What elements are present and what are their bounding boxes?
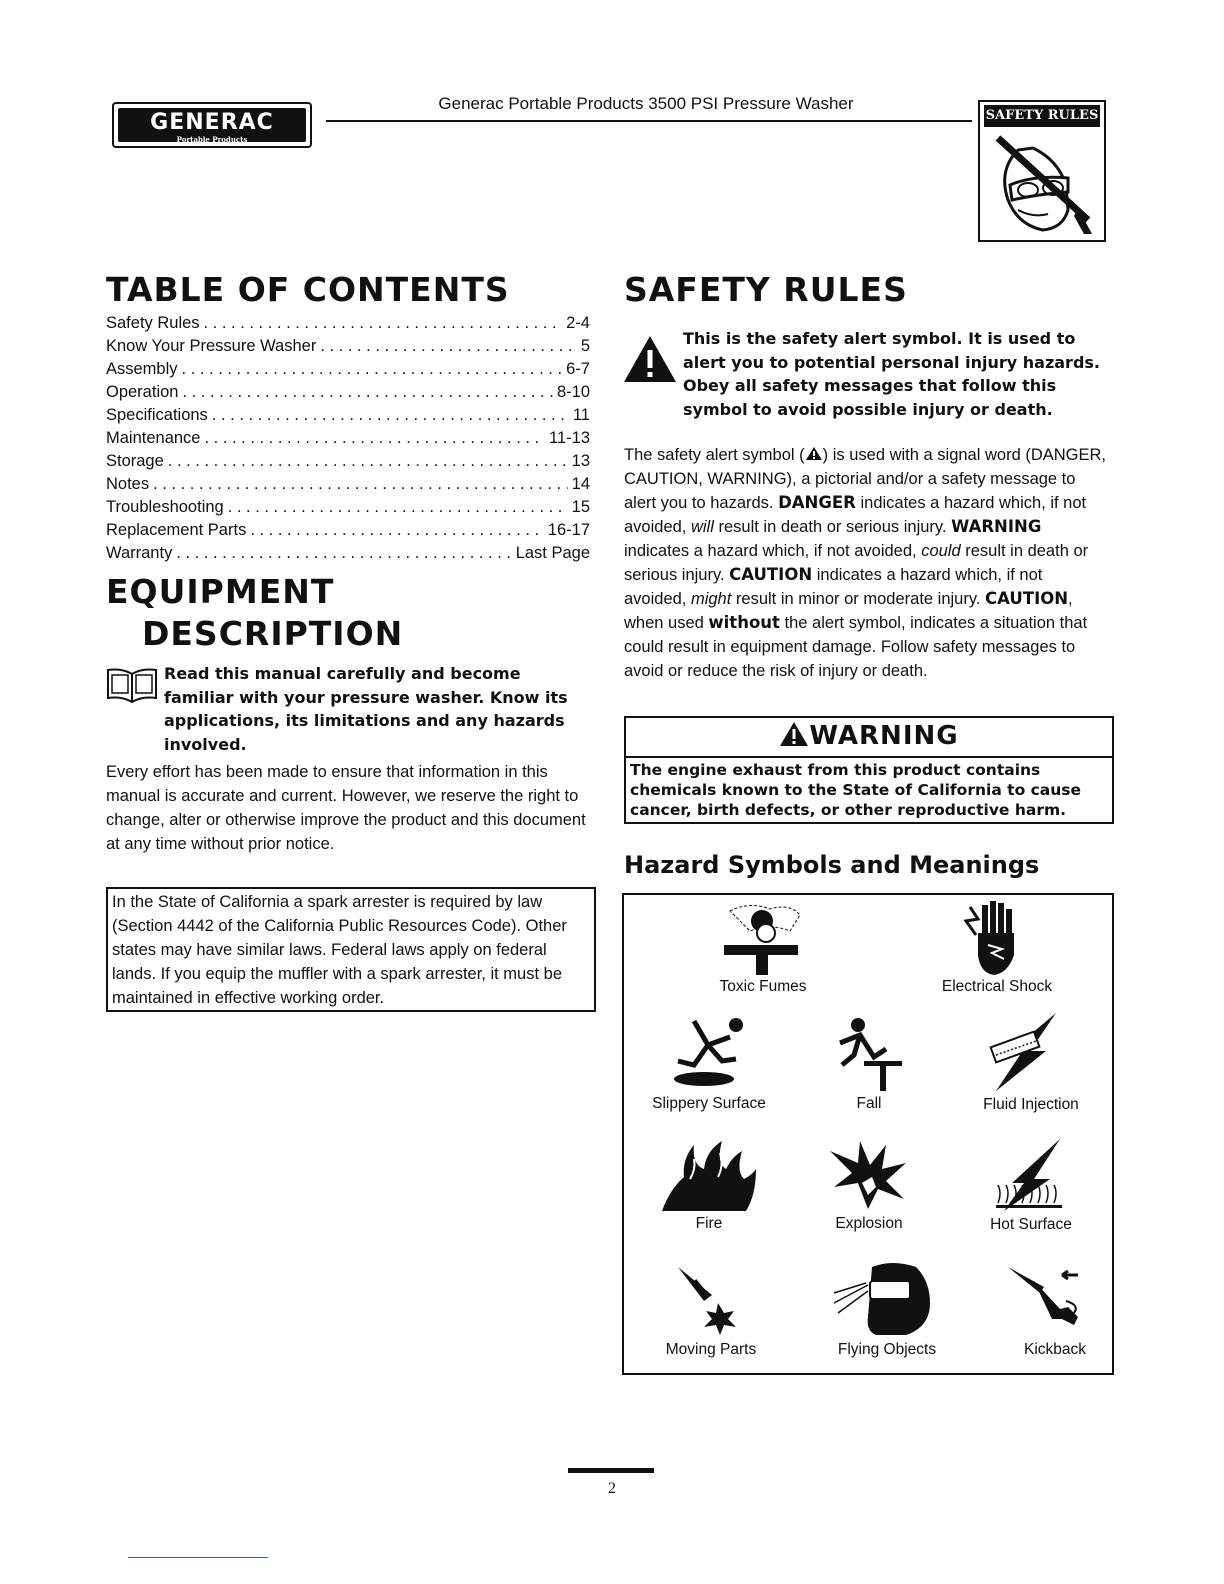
inline-safety-alert-icon [805, 446, 823, 461]
toc-entry[interactable] [106, 475, 590, 498]
book-icon [104, 666, 160, 706]
signal-word-explanation [624, 443, 1108, 683]
toc-entry-label: Safety Rules [106, 314, 200, 332]
logo-text: GENERAC [150, 110, 274, 135]
toc-heading: TABLE OF CONTENTS [106, 270, 510, 309]
could-word: could [921, 542, 961, 560]
toc-entry[interactable] [106, 314, 590, 337]
warning-alert-icon [779, 721, 809, 747]
hazard-label: Fall [856, 1095, 882, 1112]
danger-word: DANGER [778, 493, 856, 512]
explanation-text: The safety alert symbol ( [624, 446, 805, 464]
toc-entry[interactable] [106, 452, 590, 475]
toc-leader-dots [153, 475, 568, 494]
document-title: Generac Portable Products 3500 PSI Pressure Washer [438, 94, 854, 113]
safety-rules-badge [978, 100, 1106, 242]
bottom-rule [128, 1557, 268, 1558]
toc-entry[interactable] [106, 521, 590, 544]
without-word: without [708, 613, 780, 632]
toc-entry-page: 11-13 [549, 429, 590, 447]
flying-objects-icon [832, 1261, 936, 1337]
explanation-text: indicates a hazard which, if not avoided, [624, 566, 1043, 608]
explanation-text: result in minor or moderate injury. [731, 590, 986, 608]
toc-entry-page: 8-10 [556, 383, 590, 401]
caution-word: CAUTION [729, 565, 813, 584]
toc-entry-label: Specifications [106, 406, 208, 424]
explosion-icon [828, 1139, 908, 1215]
toc-entry-label: Maintenance [106, 429, 201, 447]
page-number: 2 [608, 1480, 616, 1497]
toc-leader-dots [250, 521, 543, 540]
toc-entry-label: Troubleshooting [106, 498, 224, 516]
toc-entry-page: 6-7 [566, 360, 590, 378]
toc-entry-label: Know Your Pressure Washer [106, 337, 317, 355]
explanation-text: the alert symbol, indicates a situation that could result in equipment damage. Follow safety messages to avoid or reduce the risk of injury or death. [624, 614, 1088, 680]
toc-entry-page: Last Page [515, 544, 590, 562]
toc-entry-label: Replacement Parts [106, 521, 247, 539]
hazard-label: Moving Parts [665, 1341, 757, 1358]
explanation-text: indicates a hazard which, if not avoided, [624, 494, 1087, 536]
toc-leader-dots [320, 337, 576, 356]
face-shield-goggles-icon [988, 130, 1098, 238]
explanation-text: result in death or serious injury. [624, 542, 1089, 584]
california-warning-box [624, 716, 1114, 824]
hazard-label: Flying Objects [837, 1341, 937, 1358]
toc-leader-dots [168, 452, 568, 471]
explanation-text: result in death or serious injury. [713, 518, 952, 536]
california-spark-arrester-note: In the State of California a spark arrester is required by law (Section 4442 of the California Public Resources Code). Other states may have similar laws. Federal laws apply on federal lands. If you equip the muffler with a spark arrester, it must be maintained in effective working order. [106, 887, 596, 1012]
header-rule [326, 120, 972, 122]
toc-entry-label: Assembly [106, 360, 178, 378]
warning-title: WARNING [809, 721, 959, 751]
hazard-label: Explosion [835, 1215, 903, 1232]
hazard-label: Electrical Shock [941, 978, 1053, 995]
toc-leader-dots [176, 544, 511, 563]
caution-word: CAUTION [985, 589, 1069, 608]
toc-leader-dots [182, 383, 553, 402]
manual-notice: Read this manual carefully and become familiar with your pressure washer. Know its applications, its limitations and any hazards involved. [164, 664, 568, 754]
explanation-text: indicates a hazard which, if not avoided, [624, 542, 922, 560]
toc-entry-page: 16-17 [547, 521, 590, 539]
slippery-surface-icon [664, 1015, 754, 1091]
fire-icon [660, 1139, 758, 1215]
toc-entry[interactable] [106, 544, 590, 567]
toc-entry[interactable] [106, 498, 590, 521]
description-heading: DESCRIPTION [142, 614, 404, 653]
warning-text: The engine exhaust from this product contains chemicals known to the State of California to cause cancer, birth defects, or other reproductive harm. [630, 761, 1082, 819]
toc-entry-label: Operation [106, 383, 179, 401]
toc-entry-page: 11 [572, 406, 590, 424]
toc-entry-page: 5 [580, 337, 590, 355]
safety-alert-statement: This is the safety alert symbol. It is used to alert you to potential personal injury hazards. Obey all safety messages that follow this symbol to avoid possible injury or death. [683, 329, 1100, 419]
hazard-label: Slippery Surface [652, 1095, 766, 1112]
hot-surface-icon [994, 1137, 1066, 1217]
toc-entry-page: 15 [571, 498, 590, 516]
kickback-icon [1004, 1263, 1084, 1333]
toc-entry-page: 13 [571, 452, 590, 470]
hazard-symbols-panel [622, 893, 1114, 1375]
equipment-heading: EQUIPMENT [106, 572, 335, 611]
warning-header [626, 718, 1112, 758]
toc-leader-dots [204, 314, 563, 333]
might-word: might [690, 590, 732, 608]
toc-entry-page: 14 [571, 475, 590, 493]
hazard-label: Fluid Injection [983, 1096, 1079, 1113]
explanation-text: , when used [624, 590, 1073, 632]
explanation-text: ) is used with a signal word (DANGER, CAUTION, WARNING), a pictorial and/or a safety message to alert you to hazards. [624, 446, 1107, 512]
toc-leader-dots [204, 429, 545, 448]
safety-alert-icon [622, 334, 678, 384]
hazard-label: Hot Surface [990, 1216, 1072, 1233]
toc-leader-dots [228, 498, 568, 517]
toc-leader-dots [212, 406, 569, 425]
safety-rules-badge-label: SAFETY RULES [984, 105, 1100, 127]
generac-logo [112, 102, 312, 148]
safety-rules-heading: SAFETY RULES [624, 270, 908, 309]
toc-entry[interactable] [106, 337, 590, 360]
electrical-shock-icon [952, 899, 1028, 979]
moving-parts-icon [674, 1261, 744, 1337]
fluid-injection-icon [986, 1011, 1062, 1093]
fall-icon [830, 1015, 906, 1093]
hazard-symbols-heading: Hazard Symbols and Meanings [624, 851, 1040, 879]
hazard-label: Toxic Fumes [719, 978, 807, 995]
equipment-paragraph: Every effort has been made to ensure that information in this manual is accurate and current. However, we reserve the right to change, alter or otherwise improve the product and this document at any time without prior notice. [106, 763, 586, 853]
page-number-bar [568, 1468, 654, 1473]
warning-word: WARNING [951, 517, 1042, 536]
will-word: will [690, 518, 714, 536]
hazard-label: Kickback [1023, 1341, 1087, 1358]
toc-entry-label: Warranty [106, 544, 173, 562]
toc-entry[interactable] [106, 406, 590, 429]
hazard-label: Fire [695, 1215, 723, 1232]
toc-entry[interactable] [106, 360, 590, 383]
toc-entry[interactable] [106, 383, 590, 406]
toc-entry-label: Storage [106, 452, 164, 470]
logo-subtext: Portable Products [176, 135, 248, 144]
toxic-fumes-icon [720, 901, 806, 977]
toc-entry[interactable] [106, 429, 590, 452]
toc-leader-dots [182, 360, 563, 379]
toc-entry-page: 2-4 [566, 314, 590, 332]
table-of-contents [106, 314, 590, 567]
toc-entry-label: Notes [106, 475, 150, 493]
